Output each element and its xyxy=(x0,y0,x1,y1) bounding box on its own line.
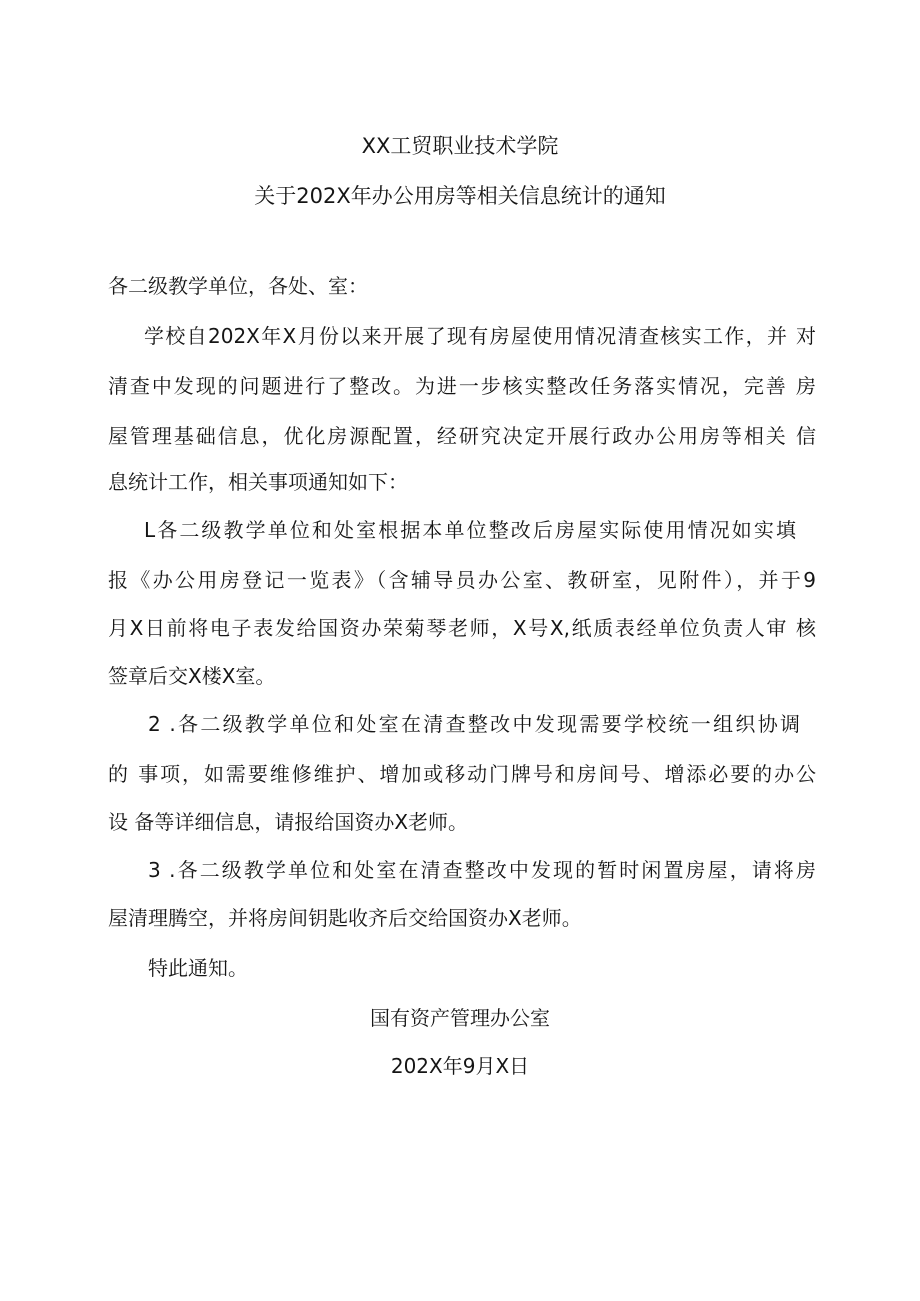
intro-line: 清查中发现的问题进行了整改。为进一步核实整改任务落实情况，完善 房 xyxy=(108,374,816,398)
signature-date: 202X年9月X日 xyxy=(390,1054,530,1078)
item-line: 2 .各二级教学单位和处室在清查整改中发现需要学校统一组织协调 xyxy=(148,712,800,736)
intro-line: 学校自202X年X月份以来开展了现有房屋使用情况清查核实工作，并 对 xyxy=(144,324,816,348)
intro-line: 息统计工作，相关事项通知如下： xyxy=(108,470,408,494)
item-line: 屋清理腾空，并将房间钥匙收齐后交给国资办X老师。 xyxy=(108,906,582,930)
signature-office: 国有资产管理办公室 xyxy=(370,1006,550,1030)
school-name: XX工贸职业技术学院 xyxy=(361,134,559,158)
item-line: 设 备等详细信息，请报给国资办X老师。 xyxy=(108,810,469,834)
item-line: 签章后交X楼X室。 xyxy=(108,664,276,688)
intro-line: 屋管理基础信息，优化房源配置，经研究决定开展行政办公用房等相关 信 xyxy=(108,424,816,448)
item-line: L各二级教学单位和处室根据本单位整改后房屋实际使用情况如实填 xyxy=(144,518,796,542)
item-line: 报《办公用房登记一览表》（含辅导员办公室、教研室，见附件），并于9 xyxy=(108,568,816,592)
item-line: 3 .各二级教学单位和处室在清查整改中发现的暂时闲置房屋，请将房 xyxy=(148,858,816,882)
item-line: 的 事项，如需要维修维护、增加或移动门牌号和房间号、增添必要的办公 xyxy=(108,762,816,786)
item-line: 月X日前将电子表发给国资办荣菊琴老师，X号X,纸质表经单位负责人审 核 xyxy=(108,616,816,640)
notice-title: 关于202X年办公用房等相关信息统计的通知 xyxy=(254,184,666,208)
salutation: 各二级教学单位，各处、室： xyxy=(108,274,368,298)
closing-text: 特此通知。 xyxy=(148,956,248,980)
